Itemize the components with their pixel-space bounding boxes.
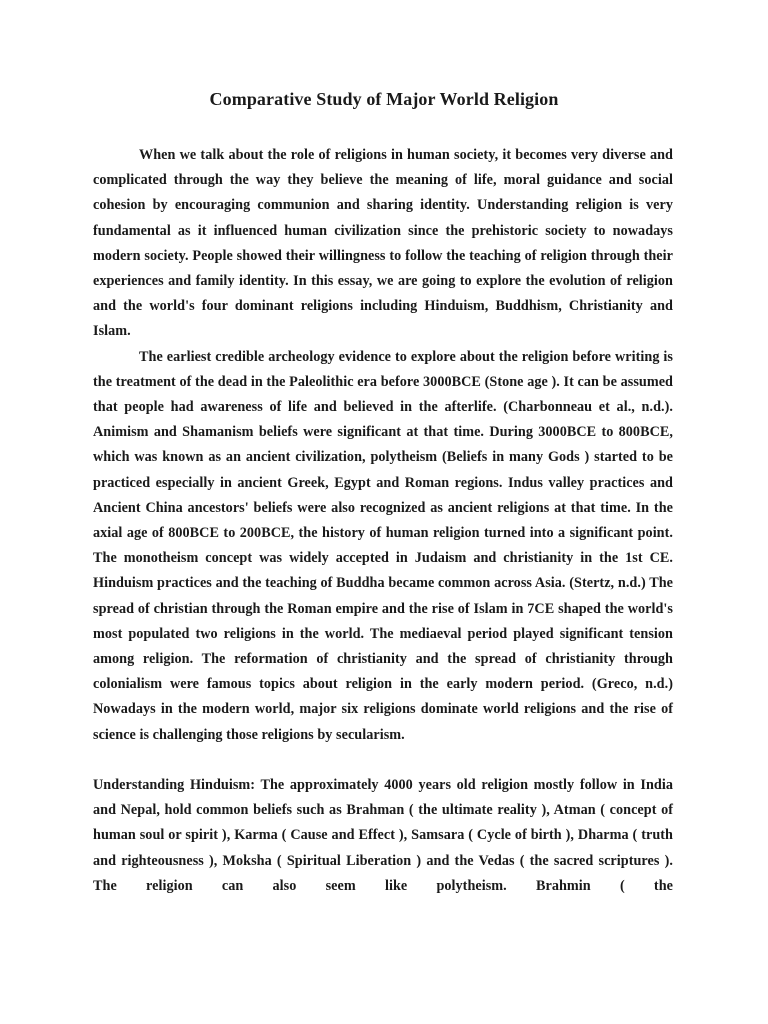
document-body <box>93 143 673 899</box>
paragraph-history: The earliest credible archeology evidence to explore about the religion before writing is the treatment of the dead in the Paleolithic era before 3000BCE (Stone age ). It can be assumed that people had awareness of life and believed in the afterlife. (Charbonneau et al., n.d.). Animism and Shamanism beliefs were significant at that time. During 3000BCE to 800BCE, which was known as an ancient civilization, polytheism (Beliefs in many Gods ) started to be practiced especially in ancient Greek, Egypt and Roman regions. Indus valley practices and Ancient China ancestors' beliefs were also recognized as ancient religions at that time. In the axial age of 800BCE to 200BCE, the history of human religion turned into a significant point. The monotheism concept was widely accepted in Judaism and christianity in the 1st CE. Hinduism practices and the teaching of Buddha became common across Asia. (Stertz, n.d.) The spread of christian through the Roman empire and the rise of Islam in 7CE shaped the world's most populated two religions in the world. The mediaeval period played significant tension among religion. The reformation of christianity and the spread of christianity through colonialism were famous topics about religion in the early modern period. (Greco, n.d.) Nowadays in the modern world, major six religions dominate world religions and the rise of science is challenging those religions by secularism. <box>93 348 673 743</box>
document-title: Comparative Study of Major World Religion <box>209 89 559 109</box>
paragraph-introduction: When we talk about the role of religions in human society, it becomes very diverse and complicated through the way they believe the meaning of life, moral guidance and social cohesion by encouraging communion and sharing identity. Understanding religion is very fundamental as it influenced human civilization since the prehistoric society to nowadays modern society. People showed their willingness to follow the teaching of religion through their experiences and family identity. In this essay, we are going to explore the evolution of religion and the world's four dominant religions including Hinduism, Buddhism, Christianity and Islam. <box>93 147 673 340</box>
paragraph-hinduism: Understanding Hinduism: The approximately 4000 years old religion mostly follow in India and Nepal, hold common beliefs such as Brahman ( the ultimate reality ), Atman ( concept of human soul or spirit ), Karma ( Cause and Effect ), Samsara ( Cycle of birth ), Dharma ( truth and righteousness ), Moksha ( Spiritual Liberation ) and the Vedas ( the sacred scriptures ). The religion can also seem like polytheism. Brahmin ( the <box>93 777 673 894</box>
